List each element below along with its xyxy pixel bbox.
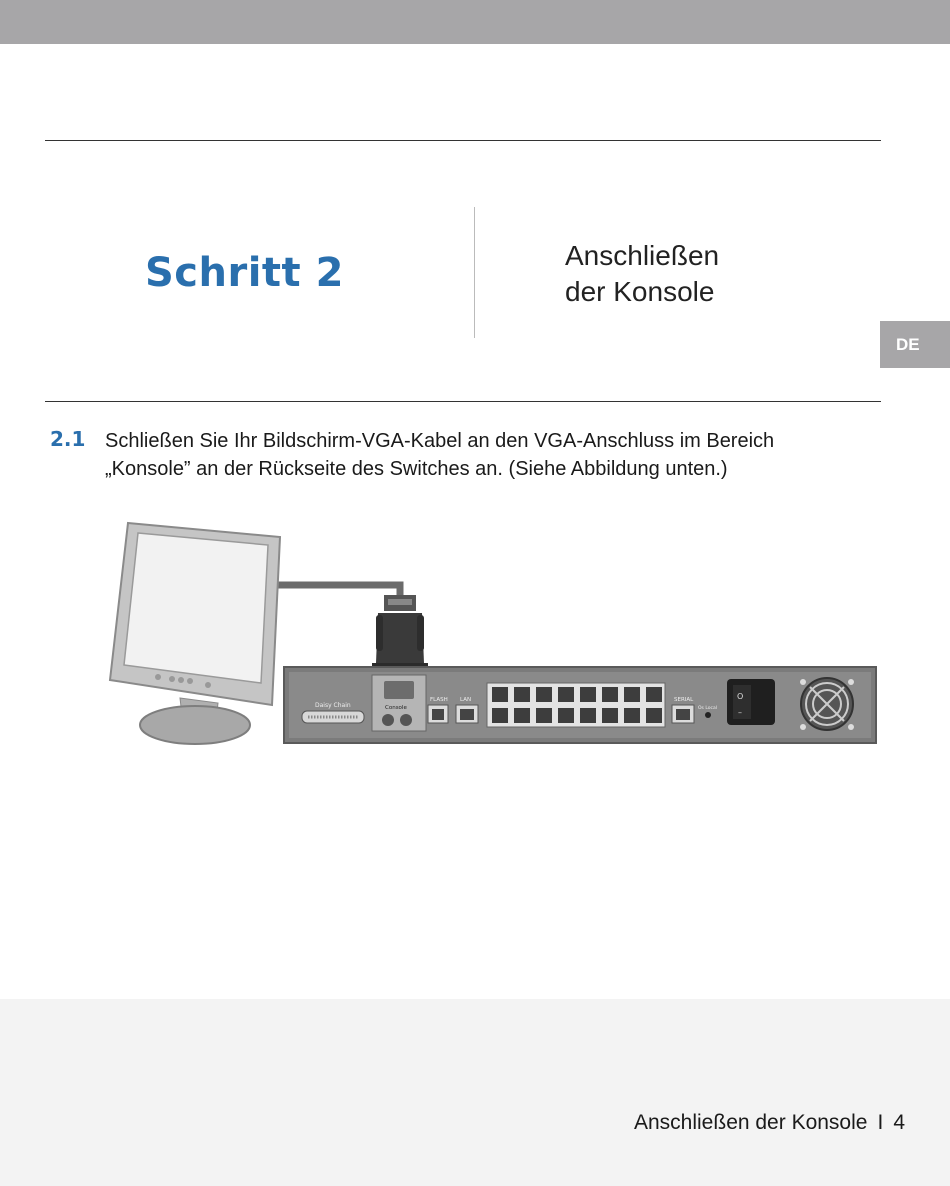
step-subtitle-line2: der Konsole bbox=[565, 276, 715, 307]
instruction-text bbox=[105, 427, 845, 483]
power-off-label: – bbox=[738, 708, 742, 717]
console-connection-illustration bbox=[100, 515, 880, 755]
fan-icon bbox=[800, 678, 854, 730]
kvm-switch-rear-panel bbox=[284, 667, 876, 743]
language-tab: DE bbox=[880, 321, 950, 368]
footer-title: Anschließen der Konsole bbox=[633, 1111, 868, 1134]
bottom-divider bbox=[45, 401, 881, 402]
os-local-label: Os Local bbox=[698, 706, 717, 711]
daisy-chain-label: Daisy Chain bbox=[315, 702, 351, 709]
step-subtitle-line1: Anschließen bbox=[565, 240, 720, 271]
monitor-icon bbox=[110, 523, 280, 744]
flash-label: FLASH bbox=[430, 697, 448, 703]
step-title: Schritt 2 bbox=[145, 250, 344, 296]
vertical-divider bbox=[474, 207, 475, 338]
serial-label: SERIAL bbox=[674, 697, 694, 703]
console-label: Console bbox=[385, 705, 407, 711]
step-subtitle bbox=[565, 238, 719, 310]
instruction-line1: Schließen Sie Ihr Bildschirm-VGA-Kabel an den VGA-Anschluss im Bereich bbox=[105, 430, 775, 452]
lan-label: LAN bbox=[460, 697, 472, 703]
footer-band bbox=[0, 999, 950, 1186]
footer-separator: I bbox=[877, 1111, 884, 1134]
top-header-bar bbox=[0, 0, 950, 44]
instruction-number: 2.1 bbox=[50, 427, 86, 451]
vga-cable bbox=[278, 585, 400, 603]
power-on-label: O bbox=[737, 692, 744, 701]
footer bbox=[634, 1111, 905, 1135]
page-number: 4 bbox=[893, 1111, 905, 1134]
instruction-line2: „Konsole” an der Rückseite des Switches an. (Siehe Abbildung unten.) bbox=[105, 458, 728, 480]
top-divider bbox=[45, 140, 881, 141]
